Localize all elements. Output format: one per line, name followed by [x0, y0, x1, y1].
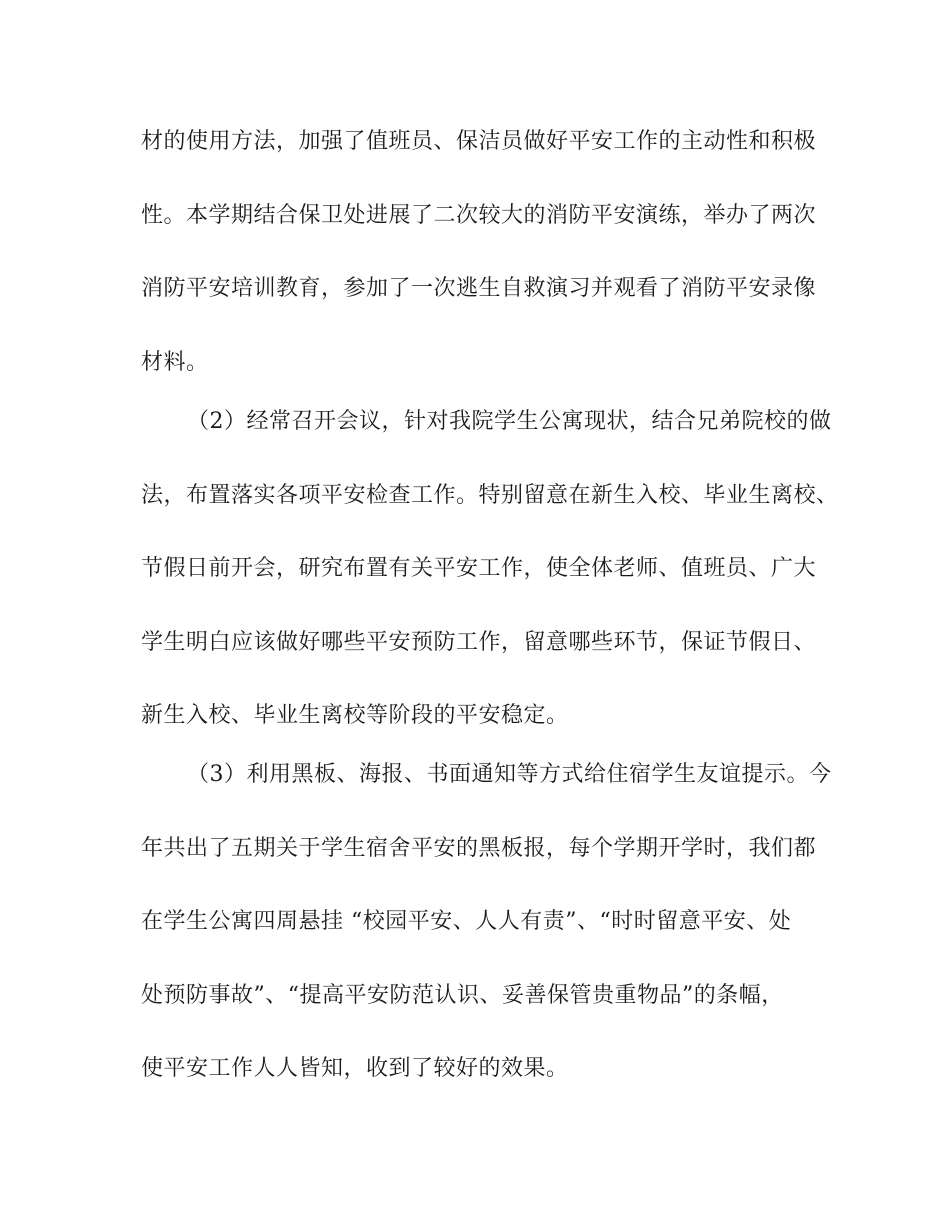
text-line-11: 年共出了五期关于学生宿舍平安的黑板报，每个学期开学时，我们都 — [141, 836, 817, 861]
text-line-6: 法，布置落实各项平安检查工作。特别留意在新生入校、毕业生离校、 — [141, 483, 839, 508]
text-line-1: 材的使用方法，加强了值班员、保洁员做好平安工作的主动性和积极 — [141, 129, 817, 154]
text-line-10: （3）利用黑板、海报、书面通知等方式给住宿学生友谊提示。今 — [187, 762, 832, 787]
text-line-3: 消防平安培训教育，参加了一次逃生自救演习并观看了消防平安录像 — [141, 276, 817, 301]
text-line-5: （2）经常召开会议，针对我院学生公寓现状，结合兄弟院校的做 — [187, 409, 832, 434]
text-line-9: 新生入校、毕业生离校等阶段的平安稳定。 — [141, 703, 569, 728]
text-line-7: 节假日前开会，研究布置有关平安工作，使全体老师、值班员、广大 — [141, 556, 817, 581]
text-line-8: 学生明白应该做好哪些平安预防工作，留意哪些环节，保证节假日、 — [141, 630, 817, 655]
text-line-13: 处预防事故”、“提高平安防范认识、妥善保管贵重物品”的条幅， — [141, 983, 784, 1008]
text-line-2: 性。本学期结合保卫处进展了二次较大的消防平安演练，举办了两次 — [141, 203, 817, 228]
text-line-14: 使平安工作人人皆知，收到了较好的效果。 — [141, 1056, 569, 1081]
text-line-4: 材料。 — [141, 350, 209, 375]
text-line-12: 在学生公寓四周悬挂 “校园平安、人人有责”、“时时留意平安、处 — [141, 909, 792, 934]
